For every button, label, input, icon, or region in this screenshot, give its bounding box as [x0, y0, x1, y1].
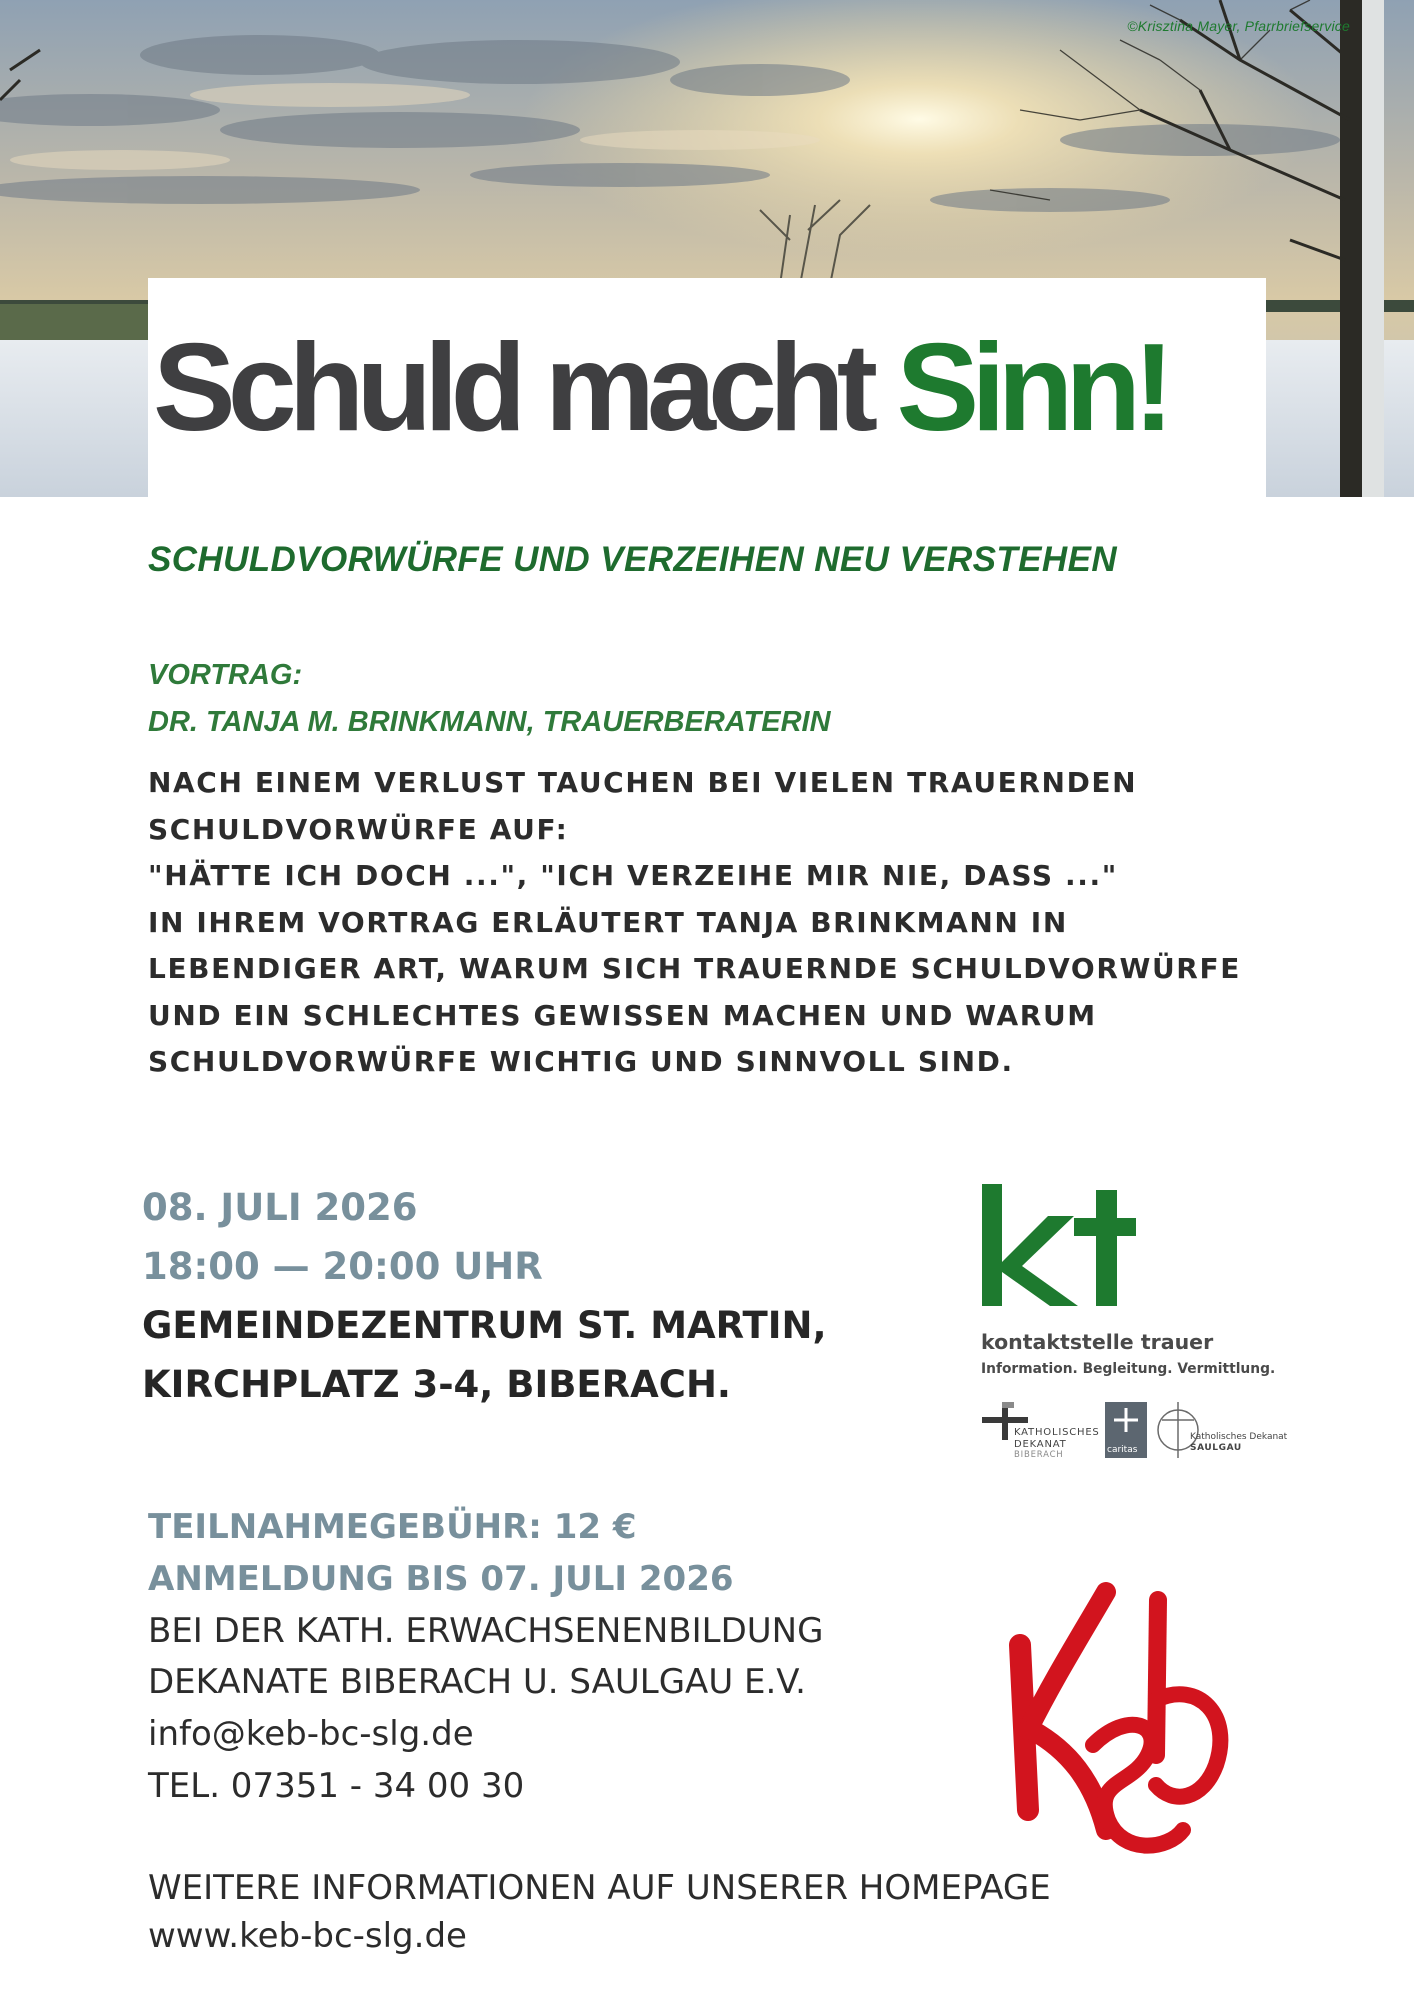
keb-logo-mark	[1020, 1592, 1220, 1846]
speaker-name: DR. TANJA M. BRINKMANN, TRAUERBERATERIN	[148, 706, 831, 738]
speaker-label: VORTRAG:	[148, 659, 303, 691]
phone-number[interactable]: TEL. 07351 - 34 00 30	[148, 1765, 525, 1806]
kd-biberach-line: DEKANAT	[1014, 1438, 1067, 1450]
subtitle: SCHULDVORWÜRFE UND VERZEIHEN NEU VERSTEHEN	[148, 540, 1118, 579]
footer	[148, 1864, 1051, 1960]
email-link[interactable]: info@keb-bc-slg.de	[148, 1714, 474, 1755]
speaker-block	[148, 652, 831, 746]
keb-logo	[998, 1580, 1238, 1865]
kt-tagline: Information. Begleitung. Vermittlung.	[981, 1361, 1276, 1377]
kd-biberach-line: KATHOLISCHES	[1014, 1427, 1100, 1438]
description-line: SCHULDVORWÜRFE WICHTIG UND SINNVOLL SIND.	[148, 1045, 1014, 1078]
description-line: IN IHREM VORTRAG ERLÄUTERT TANJA BRINKMANN IN	[148, 905, 1068, 939]
page-title	[153, 319, 1167, 457]
kd-biberach-line: BIBERACH	[1014, 1450, 1064, 1460]
organizer-line: DEKANATE BIBERACH U. SAULGAU E.V.	[148, 1662, 806, 1703]
description-line: LEBENDIGER ART, WARUM SICH TRAUERNDE SCHULDVORWÜRFE	[148, 952, 1241, 985]
title-part-green: Sinn!	[896, 319, 1167, 457]
caritas-label: caritas	[1107, 1445, 1138, 1455]
event-details	[142, 1178, 827, 1414]
event-date: 08. JULI 2026	[142, 1186, 418, 1229]
kt-logo-mark	[982, 1184, 1136, 1306]
kt-name: kontaktstelle trauer	[981, 1330, 1214, 1354]
kontaktstelle-trauer-logo	[978, 1180, 1278, 1460]
organizer-line: BEI DER KATH. ERWACHSENENBILDUNG	[148, 1610, 824, 1651]
registration-block	[148, 1502, 823, 1813]
footer-info: WEITERE INFORMATIONEN AUF UNSERER HOMEPAGE	[148, 1868, 1051, 1908]
registration-deadline: ANMELDUNG BIS 07. JULI 2026	[148, 1558, 734, 1599]
event-venue: GEMEINDEZENTRUM ST. MARTIN,	[142, 1304, 827, 1347]
title-part-dark: Schuld macht	[153, 319, 871, 457]
description-line: "HÄTTE ICH DOCH ...", "ICH VERZEIHE MIR NIE, DASS ..."	[148, 859, 1118, 892]
description-line: NACH EINEM VERLUST TAUCHEN BEI VIELEN TRAUERNDEN	[148, 766, 1138, 799]
description-line: SCHULDVORWÜRFE AUF:	[148, 812, 569, 846]
event-address: KIRCHPLATZ 3-4, BIBERACH.	[142, 1363, 731, 1406]
kd-saulgau-line: SAULGAU	[1190, 1443, 1242, 1453]
description-line: UND EIN SCHLECHTES GEWISSEN MACHEN UND WARUM	[148, 998, 1097, 1032]
photo-credit: ©Krisztina Mayer, Pfarrbriefservice	[1127, 18, 1350, 34]
kd-saulgau-label	[1190, 1432, 1287, 1454]
fee: TEILNAHMEGEBÜHR: 12 €	[148, 1507, 637, 1547]
description	[148, 760, 1348, 1086]
homepage-link[interactable]: www.keb-bc-slg.de	[148, 1916, 467, 1956]
kd-saulgau-line: Katholisches Dekanat	[1190, 1432, 1288, 1442]
event-time: 18:00 — 20:00 UHR	[142, 1245, 543, 1288]
kd-biberach-label	[1014, 1427, 1100, 1462]
